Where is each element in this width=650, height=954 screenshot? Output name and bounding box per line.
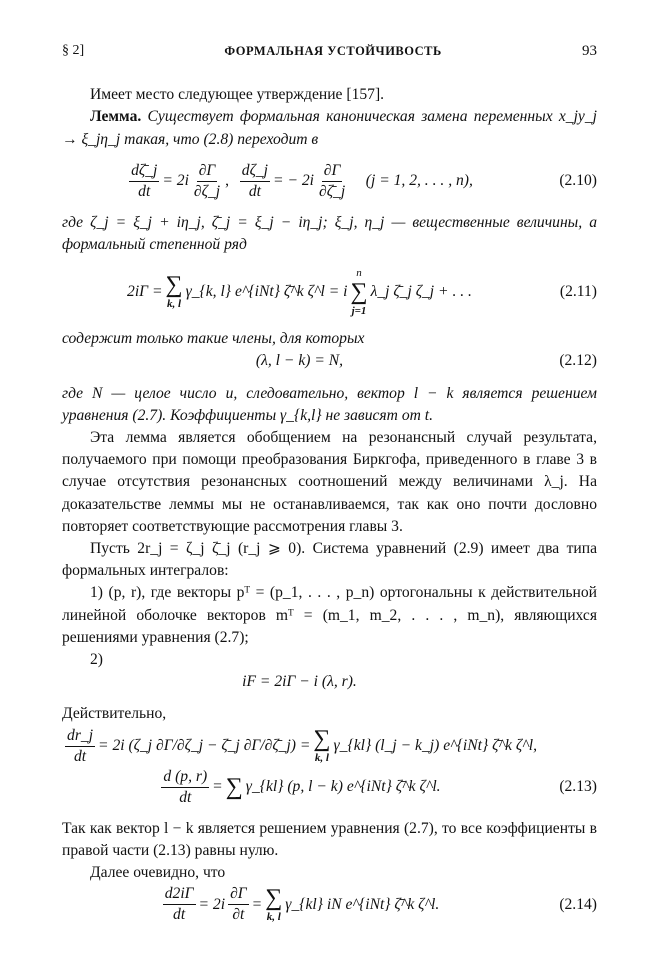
eq210-f4-den: ∂ζ̄_j — [319, 182, 346, 200]
eq211-term2: λ_j ζ̄_j ζ_j + . . . — [370, 283, 472, 301]
eq214-rhs: = 2i — [198, 895, 226, 913]
paragraph-where-zeta: где ζ_j = ξ_j + iη_j, ζ̄_j = ξ_j − iη_j; ξ_j, η_j — вещественные величины, а формальный степенной ряд — [62, 213, 597, 254]
eq214-f2-den: ∂t — [232, 906, 245, 924]
eqA-f-den: dt — [73, 747, 87, 765]
eq213-f-num: d (p, r) — [161, 767, 209, 788]
paragraph-further: Далее очевидно, что — [90, 864, 226, 882]
section-number: § 2] — [62, 43, 85, 58]
lemma-statement — [62, 106, 597, 150]
equation-2-14 — [62, 884, 597, 925]
equation-2-12 — [62, 350, 597, 372]
lemma-label: Лемма. — [90, 108, 142, 126]
eqA-rhs: = 2i (ζ_j ∂Γ/∂ζ_j − ζ̄_j ∂Γ/∂ζ̄_j) = — [98, 737, 311, 755]
page — [62, 40, 597, 925]
eqA-tail: γ_{kl} (l_j − k_j) e^{iNt} ζ̄^k ζ^l, — [333, 737, 537, 755]
eq214-f2-num: ∂Γ — [228, 884, 249, 905]
sum-symbol: ∑ — [265, 884, 283, 911]
eq213-eqsign: = — [212, 778, 223, 796]
eq212-tag: (2.12) — [559, 352, 597, 370]
eq211-term1: γ_{k, l} e^{iNt} ζ̄^k ζ^l = i — [185, 283, 348, 301]
sum-symbol: ∑ — [313, 726, 331, 753]
eq210-f3-den: dt — [248, 182, 261, 200]
paragraph-integral-2: 2) — [90, 651, 103, 669]
eq211-sum1-sub: k, l — [166, 298, 182, 311]
eq211-tag: (2.11) — [559, 283, 597, 301]
eq213-tail: γ_{kl} (p, l − k) e^{iNt} ζ̄^k ζ^l. — [245, 778, 441, 796]
paragraph-indeed: Действительно, — [62, 705, 167, 723]
eq210-f1-num: dζ̄_j — [129, 161, 159, 182]
eq213-f-den: dt — [179, 788, 192, 806]
eq210-condition: (j = 1, 2, . . . , n), — [365, 172, 473, 190]
sum-symbol: ∑ — [225, 774, 243, 801]
paragraph-intro: Имеет место следующее утверждение [157]. — [90, 86, 385, 104]
eq210-f4-num: ∂Γ — [322, 161, 343, 182]
paragraph-integral-1: 1) (p, r), где векторы pᵀ = (p_1, . . . , p_n) ортогональны к действительной линейной оболочке векторов mᵀ = (m_1, m_2, . . . , m_n), являющихся решениями уравнения (2.7); — [62, 584, 597, 646]
sum-symbol: ∑ — [350, 279, 368, 306]
eqF-body: iF = 2iΓ − i (λ, r). — [242, 673, 357, 691]
running-header — [62, 40, 597, 62]
eq214-f-num: d2iΓ — [163, 884, 196, 905]
eq210-f2-den: ∂ζ_j — [193, 182, 221, 200]
eq210-f1-den: dt — [138, 182, 151, 200]
page-number: 93 — [581, 43, 597, 59]
eq214-sum-sub: k, l — [266, 910, 281, 923]
paragraph-generalization: Эта лемма является обобщением на резонансный случай результата, получаемого при помощи преобразования Биркгофа, приведенного в главе 3 в случае отсутствия резонансных соотношений между величинами λ_j. На доказательстве леммы мы не останавливаемся, так как оно почти дословно повторяет соответствующие рассмотрения главы 3. — [62, 429, 597, 535]
eq210-f2-num: ∂Γ — [197, 161, 218, 182]
eqA-sum-sub: k, l — [314, 752, 329, 765]
eq214-eqsign: = — [251, 895, 263, 913]
eq211-sum2-sup: n — [356, 267, 362, 280]
equation-drj — [62, 726, 597, 767]
eq214-tail: γ_{kl} iN e^{iNt} ζ̄^k ζ^l. — [285, 895, 440, 913]
running-title: ФОРМАЛЬНАЯ УСТОЙЧИВОСТЬ — [224, 44, 442, 58]
lemma-text: Существует формальная каноническая замена переменных x_jy_j → ξ_jη_j такая, что (2.8) переходит в — [62, 108, 597, 148]
paragraph-since: Так как вектор l − k является решением уравнения (2.7), то все коэффициенты в правой части (2.13) равны нулю. — [62, 819, 597, 859]
equation-2-10: $\frac{d\zetā\_j}{dt}$ = 2i $\frac{\partial\Gamma}{\partial\zeta\_j}$ , $\frac{d\zeta\_j}{dt}$ = − 2i $\frac{\partial\Gamma}{\partial\zetā\_j}$ (j = 1, 2, . . . , n), (2.10) — [131, 161, 597, 200]
eq214-f-den: dt — [173, 906, 186, 924]
equation-2-13 — [62, 767, 597, 808]
sum-symbol: ∑ — [165, 272, 183, 299]
paragraph-where-n: где N — целое число и, следовательно, вектор l − k является решением уравнения (2.7). Коэффициенты γ_{k,l} не зависят от t. — [62, 384, 597, 424]
eq212-body: (λ, l − k) = N, — [255, 352, 344, 370]
eq211-sum2-sub: j=1 — [351, 305, 367, 318]
eq210-rhs2: = − 2i — [273, 172, 315, 190]
eq210-f3-num: dζ_j — [240, 161, 270, 182]
eq211-lhs: 2iΓ = — [127, 283, 163, 301]
eq213-tag: (2.13) — [559, 778, 597, 796]
paragraph-contains: содержит только такие члены, для которых — [62, 330, 365, 348]
eqA-f-num: dr_j — [65, 726, 95, 747]
equation-2-11 — [62, 266, 597, 318]
paragraph-let: Пусть 2r_j = ζ_j ζ̄_j (r_j ⩾ 0). Система уравнений (2.9) имеет два типа формальных интегралов: — [62, 540, 597, 580]
eq210-rhs1: = 2i — [162, 172, 189, 190]
equation-f — [62, 671, 597, 693]
eq214-tag: (2.14) — [559, 895, 597, 913]
eq210-tag: (2.10) — [559, 172, 597, 190]
